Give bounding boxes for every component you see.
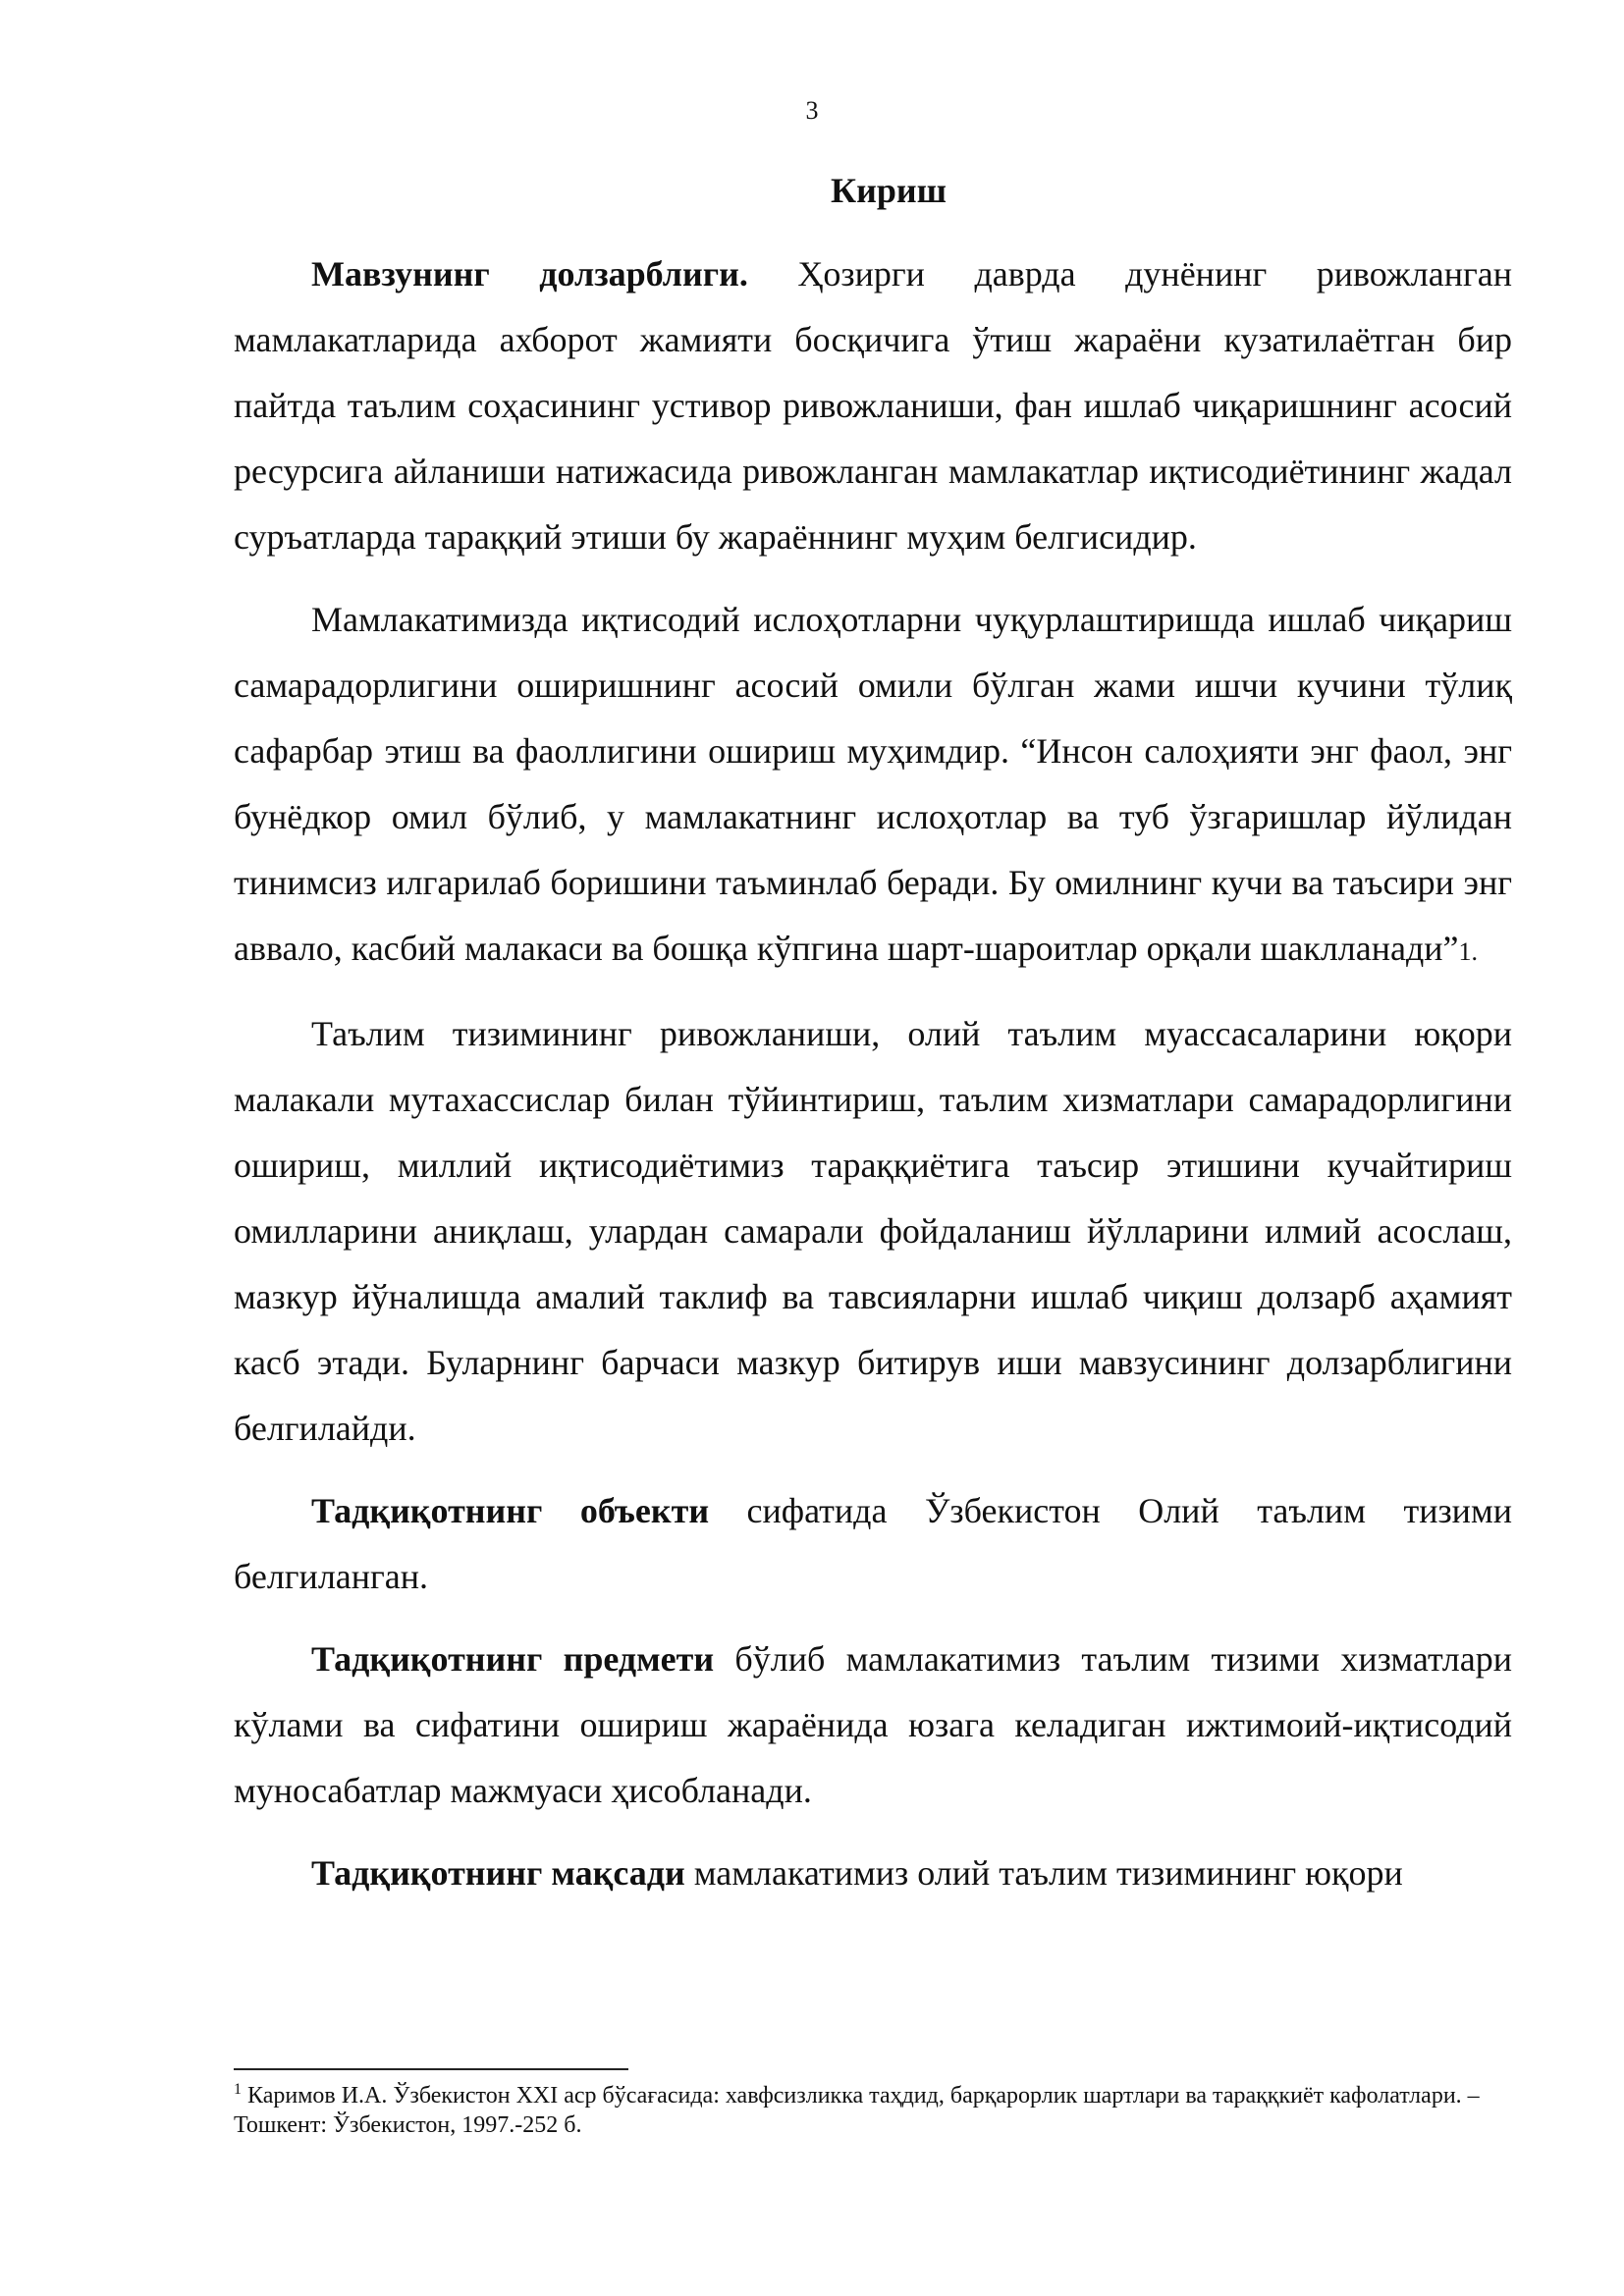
footnote bbox=[234, 2081, 1512, 2140]
body-text bbox=[234, 241, 1512, 1923]
footnote-mark: 1 bbox=[234, 2081, 242, 2098]
paragraph-research-goal bbox=[234, 1841, 1512, 1906]
page-number: 3 bbox=[805, 96, 819, 125]
paragraph-text: мамлакатимиз олий таълим тизимининг юқори bbox=[684, 1853, 1403, 1893]
section-title: Кириш bbox=[831, 171, 947, 210]
paragraph-education-system bbox=[234, 1001, 1512, 1462]
paragraph-text: Ҳозирги даврда дунёнинг ривожланган мамлакатларида ахборот жамияти босқичига ўтиш жараёни кузатилаётган бир пайтда таълим соҳасининг устивор ривожланиши, фан ишлаб чиқаришнинг асосий ресурсига айланиши натижасида ривожланган мамлакатлар иқтисодиётининг жадал суръатларда тараққий этиши бу жараённинг муҳим белгисидир. bbox=[234, 254, 1513, 557]
paragraph-text: сифатида Ўзбекистон Олий таълим тизими белгиланган. bbox=[234, 1491, 1512, 1596]
footnote-text: Каримов И.А. Ўзбекистон XXI аср бўсағасида: хавфсизликка таҳдид, барқарорлик шартлари ва тараққкиёт кафолатлари. –Тошкент: Ўзбекистон, 1997.-252 б. bbox=[234, 2083, 1480, 2138]
paragraph-research-object bbox=[234, 1478, 1512, 1610]
paragraph-reforms bbox=[234, 587, 1512, 985]
paragraph-research-subject bbox=[234, 1627, 1512, 1824]
paragraph-relevance bbox=[234, 241, 1512, 570]
footnote-reference: 1. bbox=[1458, 937, 1479, 966]
paragraph-text: Таълим тизимининг ривожланиши, олий таълим муассасаларини юқори малакали мутахассислар билан тўйинтириш, таълим хизматлари самарадорлигини ошириш, миллий иқтисодиётимиз тараққиётига таъсир этишини кучайтириш омилларини аниқлаш, улардан самарали фойдаланиш йўлларини илмий асослаш, мазкур йўналишда амалий таклиф ва тавсияларни ишлаб чиқиш долзарб аҳамият касб этади. Буларнинг барчаси мазкур битирув иши мавзусининг долзарблигини белгилайди. bbox=[234, 1014, 1512, 1448]
paragraph-lead: Тадқиқотнинг объекти bbox=[311, 1491, 710, 1530]
paragraph-lead: Тадқиқотнинг предмети bbox=[311, 1639, 715, 1679]
paragraph-text: бўлиб мамлакатимиз таълим тизими хизматлари кўлами ва сифатини ошириш жараёнида юзага келадиган ижтимоий-иқтисодий муносабатлар мажмуаси ҳисобланади. bbox=[234, 1639, 1512, 1810]
paragraph-lead: Мавзунинг долзарблиги. bbox=[311, 254, 748, 294]
footnote-divider bbox=[234, 2068, 628, 2070]
paragraph-text: Мамлакатимизда иқтисодий ислоҳотларни чуқурлаштиришда ишлаб чиқариш самарадорлигини оширишнинг асосий омили бўлган жами ишчи кучини тўлиқ сафарбар этиш ва фаоллигини ошириш муҳимдир. “Инсон салоҳияти энг фаол, энг бунёдкор омил бўлиб, у мамлакатнинг ислоҳотлар ва туб ўзгаришлар йўлидан тинимсиз илгарилаб боришини таъминлаб беради. Бу омилнинг кучи ва таъсири энг аввало, касбий малакаси ва бошқа кўпгина шарт-шароитлар орқали шаклланади” bbox=[234, 600, 1512, 968]
paragraph-lead: Тадқиқотнинг мақсади bbox=[311, 1853, 685, 1893]
